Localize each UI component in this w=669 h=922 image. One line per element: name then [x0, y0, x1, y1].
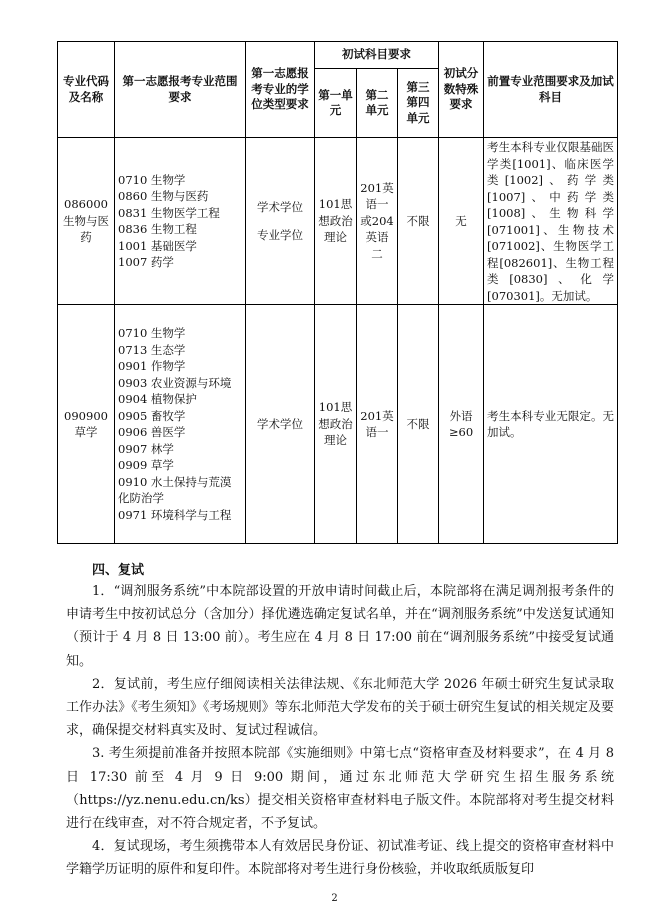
header-exam-subjects: 初试科目要求	[315, 42, 439, 69]
range-item: 0901 作物学	[118, 359, 186, 373]
header-first-choice-range: 第一志愿报考专业范围要求	[115, 42, 246, 138]
range-item: 0831 生物医学工程	[118, 205, 220, 220]
header-major-code: 专业代码及名称	[58, 42, 115, 138]
cell-special: 外语≥60	[439, 305, 484, 544]
table-row	[58, 305, 618, 544]
section-title: 四、复试	[92, 563, 145, 578]
cell-major: 086000生物与医药	[58, 138, 115, 305]
range-item: 0710 生物学	[118, 326, 186, 340]
paragraph: 1．“调剂服务系统”中本院部设置的开放申请时间截止后，本院部将在满足调剂报考条件的申请考生中按初试总分（含加分）择优遴选确定复试名单，并在“调剂服务系统”中发送复试通知（预计于 4 月 8 日 13:00 前）。考生应在 4 月 8 日 17:00 前在“调剂服务系统”中接受复试通知。	[66, 584, 614, 669]
cell-unit-3-4: 不限	[398, 138, 439, 305]
range-item: 0909 草学	[118, 458, 174, 472]
degree-item: 学术学位	[257, 416, 303, 431]
cell-unit-1: 101思想政治理论	[315, 138, 357, 305]
header-special-score: 初试分数特殊要求	[439, 42, 484, 138]
page-number: 2	[331, 893, 338, 904]
range-item: 1007 药学	[118, 255, 174, 269]
cell-degree	[246, 138, 315, 305]
section-body	[66, 580, 614, 882]
cell-prereq: 考生本科专业无限定。无加试。	[484, 305, 618, 544]
degree-item: 专业学位	[257, 228, 303, 242]
range-item: 1001 基础医学	[118, 238, 197, 253]
cell-range	[115, 138, 246, 305]
range-item: 0904 植物保护	[118, 392, 197, 406]
range-item: 0903 农业资源与环境	[118, 375, 232, 390]
cell-degree	[246, 305, 315, 544]
cell-special: 无	[439, 138, 484, 305]
paragraph: 2．复试前，考生应仔细阅读相关法律法规、《东北师范大学 2026 年硕士研究生复试录取工作办法》《考生须知》《考场规则》等东北师范大学发布的关于硕士研究生复试的相关规定及要求，确保提交材料真实及时、复试过程诚信。	[66, 676, 614, 739]
header-unit-1: 第一单元	[315, 69, 357, 138]
paragraph: 4．复试现场，考生须携带本人有效居民身份证、初试准考证、线上提交的资格审查材料中学籍学历证明的原件和复印件。本院部将对考生进行身份核验，并收取纸质版复印	[66, 839, 614, 878]
cell-unit-2: 201英语一	[357, 305, 398, 544]
cell-prereq: 考生本科专业仅限基础医学类[1001]、临床医学类[1002]、药学类[1007]、中药学类[1008]、生物科学[071001]、生物技术[071002]、生物医学工程[082601]、生物工程类[0830]、化学[070301]。无加试。	[484, 138, 618, 305]
degree-item: 学术学位	[257, 199, 303, 214]
cell-unit-2: 201英语一或204英语二	[357, 138, 398, 305]
range-item: 0860 生物与医药	[118, 189, 209, 203]
header-prereq: 前置专业范围要求及加试科目	[484, 42, 618, 138]
range-item: 0905 畜牧学	[118, 408, 186, 423]
paragraph: 3. 考生须提前准备并按照本院部《实施细则》中第七点“资格审查及材料要求”，在 4 月 8 日 17:30 前至 4 月 9 日 9:00 期间，通过东北师范大学研究生招生服务系统（https://yz.nenu.edu.cn/ks）提交相关资格审查材料电子版文件。本院部将对考生提交材料进行在线审查，对不符合规定者，不予复试。	[66, 746, 614, 832]
cell-unit-1: 101思想政治理论	[315, 305, 357, 544]
range-item: 0907 林学	[118, 441, 174, 456]
cell-range	[115, 305, 246, 544]
header-degree-type: 第一志愿报考专业的学位类型要求	[246, 42, 315, 138]
range-item: 0971 环境科学与工程	[118, 507, 232, 522]
range-item: 0910 水土保持与荒漠化防治学	[118, 474, 232, 505]
header-unit-2: 第二单元	[357, 69, 398, 138]
range-item: 0906 兽医学	[118, 425, 186, 439]
cell-major: 090900草学	[58, 305, 115, 544]
table-row	[58, 138, 618, 305]
header-unit-3-4: 第三第四单元	[398, 69, 439, 138]
range-item: 0710 生物学	[118, 172, 186, 187]
admission-table	[57, 41, 618, 544]
range-item: 0713 生态学	[118, 342, 186, 357]
cell-unit-3-4: 不限	[398, 305, 439, 544]
range-item: 0836 生物工程	[118, 222, 197, 236]
